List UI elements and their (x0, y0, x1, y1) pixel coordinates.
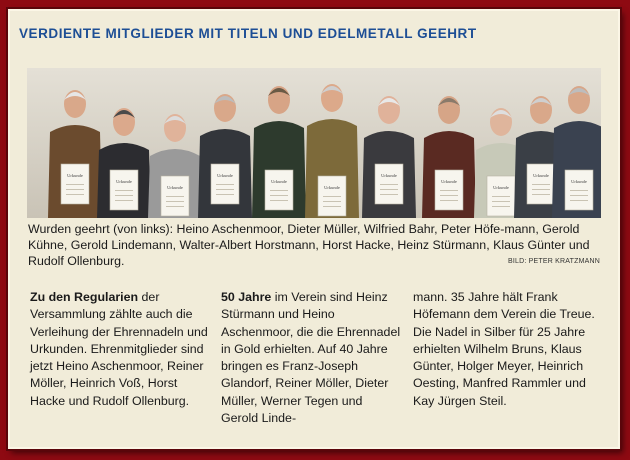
certificate-line (440, 195, 458, 196)
certificate-line (323, 201, 341, 202)
certificate-line (66, 189, 84, 190)
group-photo (27, 68, 601, 218)
article-column-1 (30, 289, 212, 410)
certificate-line (115, 190, 133, 191)
certificate-line (216, 184, 234, 185)
certificate-title: Urkunde (493, 185, 509, 190)
certificate-title: Urkunde (533, 173, 549, 178)
article-column-3 (413, 289, 595, 410)
certificate-line (570, 200, 588, 201)
column-1-text: der Versammlung zählte auch die Verleihung der Ehrennadeln und Urkunden. Ehrenmitglieder sind jetzt Heino Aschenmoor, Reiner Möller, Heinrich Voß, Horst Hacke und Rudolf Ollenburg. (30, 290, 208, 408)
certificate-title: Urkunde (441, 179, 457, 184)
certificate-line (440, 200, 458, 201)
certificate-line (323, 196, 341, 197)
certificate-line (492, 196, 510, 197)
headline: VERDIENTE MITGLIEDER MIT TITELN UND EDELMETALL GEEHRT (19, 26, 477, 41)
certificate-line (532, 184, 550, 185)
column-2-lead: 50 Jahre (221, 290, 272, 304)
certificate-line (166, 206, 184, 207)
certificate-line (323, 206, 341, 207)
certificate-title: Urkunde (167, 185, 183, 190)
certificate-line (532, 194, 550, 195)
certificate-title: Urkunde (324, 185, 340, 190)
certificate-line (270, 190, 288, 191)
photo-caption: Wurden geehrt (von links): Heino Aschenmoor, Dieter Müller, Wilfried Bahr, Peter Höfe-mann, Gerold Kühne, Gerold Lindemann, Walter-Albert Horstmann, Horst Hacke, Heinz Stürmann, Klaus Günter und Rudolf Ollenburg. (28, 222, 590, 268)
certificate-line (492, 206, 510, 207)
group-photo-illustration (27, 68, 601, 218)
certificate-line (115, 195, 133, 196)
certificate-line (270, 195, 288, 196)
article-column-2 (221, 289, 403, 427)
certificate-line (270, 200, 288, 201)
certificate-line (380, 194, 398, 195)
certificate-line (166, 196, 184, 197)
certificate-line (380, 184, 398, 185)
certificate-line (440, 190, 458, 191)
certificate-line (570, 195, 588, 196)
certificate-title: Urkunde (571, 179, 587, 184)
certificate-line (570, 190, 588, 191)
certificate-line (380, 189, 398, 190)
column-3-text: mann. 35 Jahre hält Frank Höfemann dem Verein die Treue. Die Nadel in Silber für 25 Jahre erhielten Wilhelm Bruns, Klaus Günter, Holger Meyer, Heinrich Oesting, Manfred Rammler und Kay Jürgen Steil. (413, 290, 595, 408)
column-2-text: im Verein sind Heinz Stürmann und Heino Aschenmoor, die die Ehrennadel in Gold erhielten. Auf 40 Jahre bringen es Franz-Joseph Glandorf, Reiner Möller, Dieter Müller, Werner Tegen und Gerold Linde- (221, 290, 401, 426)
certificate-line (532, 189, 550, 190)
certificate-line (166, 201, 184, 202)
certificate-title: Urkunde (67, 173, 83, 178)
certificate-line (66, 194, 84, 195)
photo-credit: BILD: PETER KRATZMANN (508, 258, 600, 265)
certificate-line (115, 200, 133, 201)
certificate-line (216, 189, 234, 190)
certificate-line (492, 201, 510, 202)
certificate-title: Urkunde (217, 173, 233, 178)
certificate-line (216, 194, 234, 195)
certificate-title: Urkunde (381, 173, 397, 178)
certificate-title: Urkunde (271, 179, 287, 184)
certificate-title: Urkunde (116, 179, 132, 184)
certificate-line (66, 184, 84, 185)
column-1-lead: Zu den Regularien (30, 290, 139, 304)
